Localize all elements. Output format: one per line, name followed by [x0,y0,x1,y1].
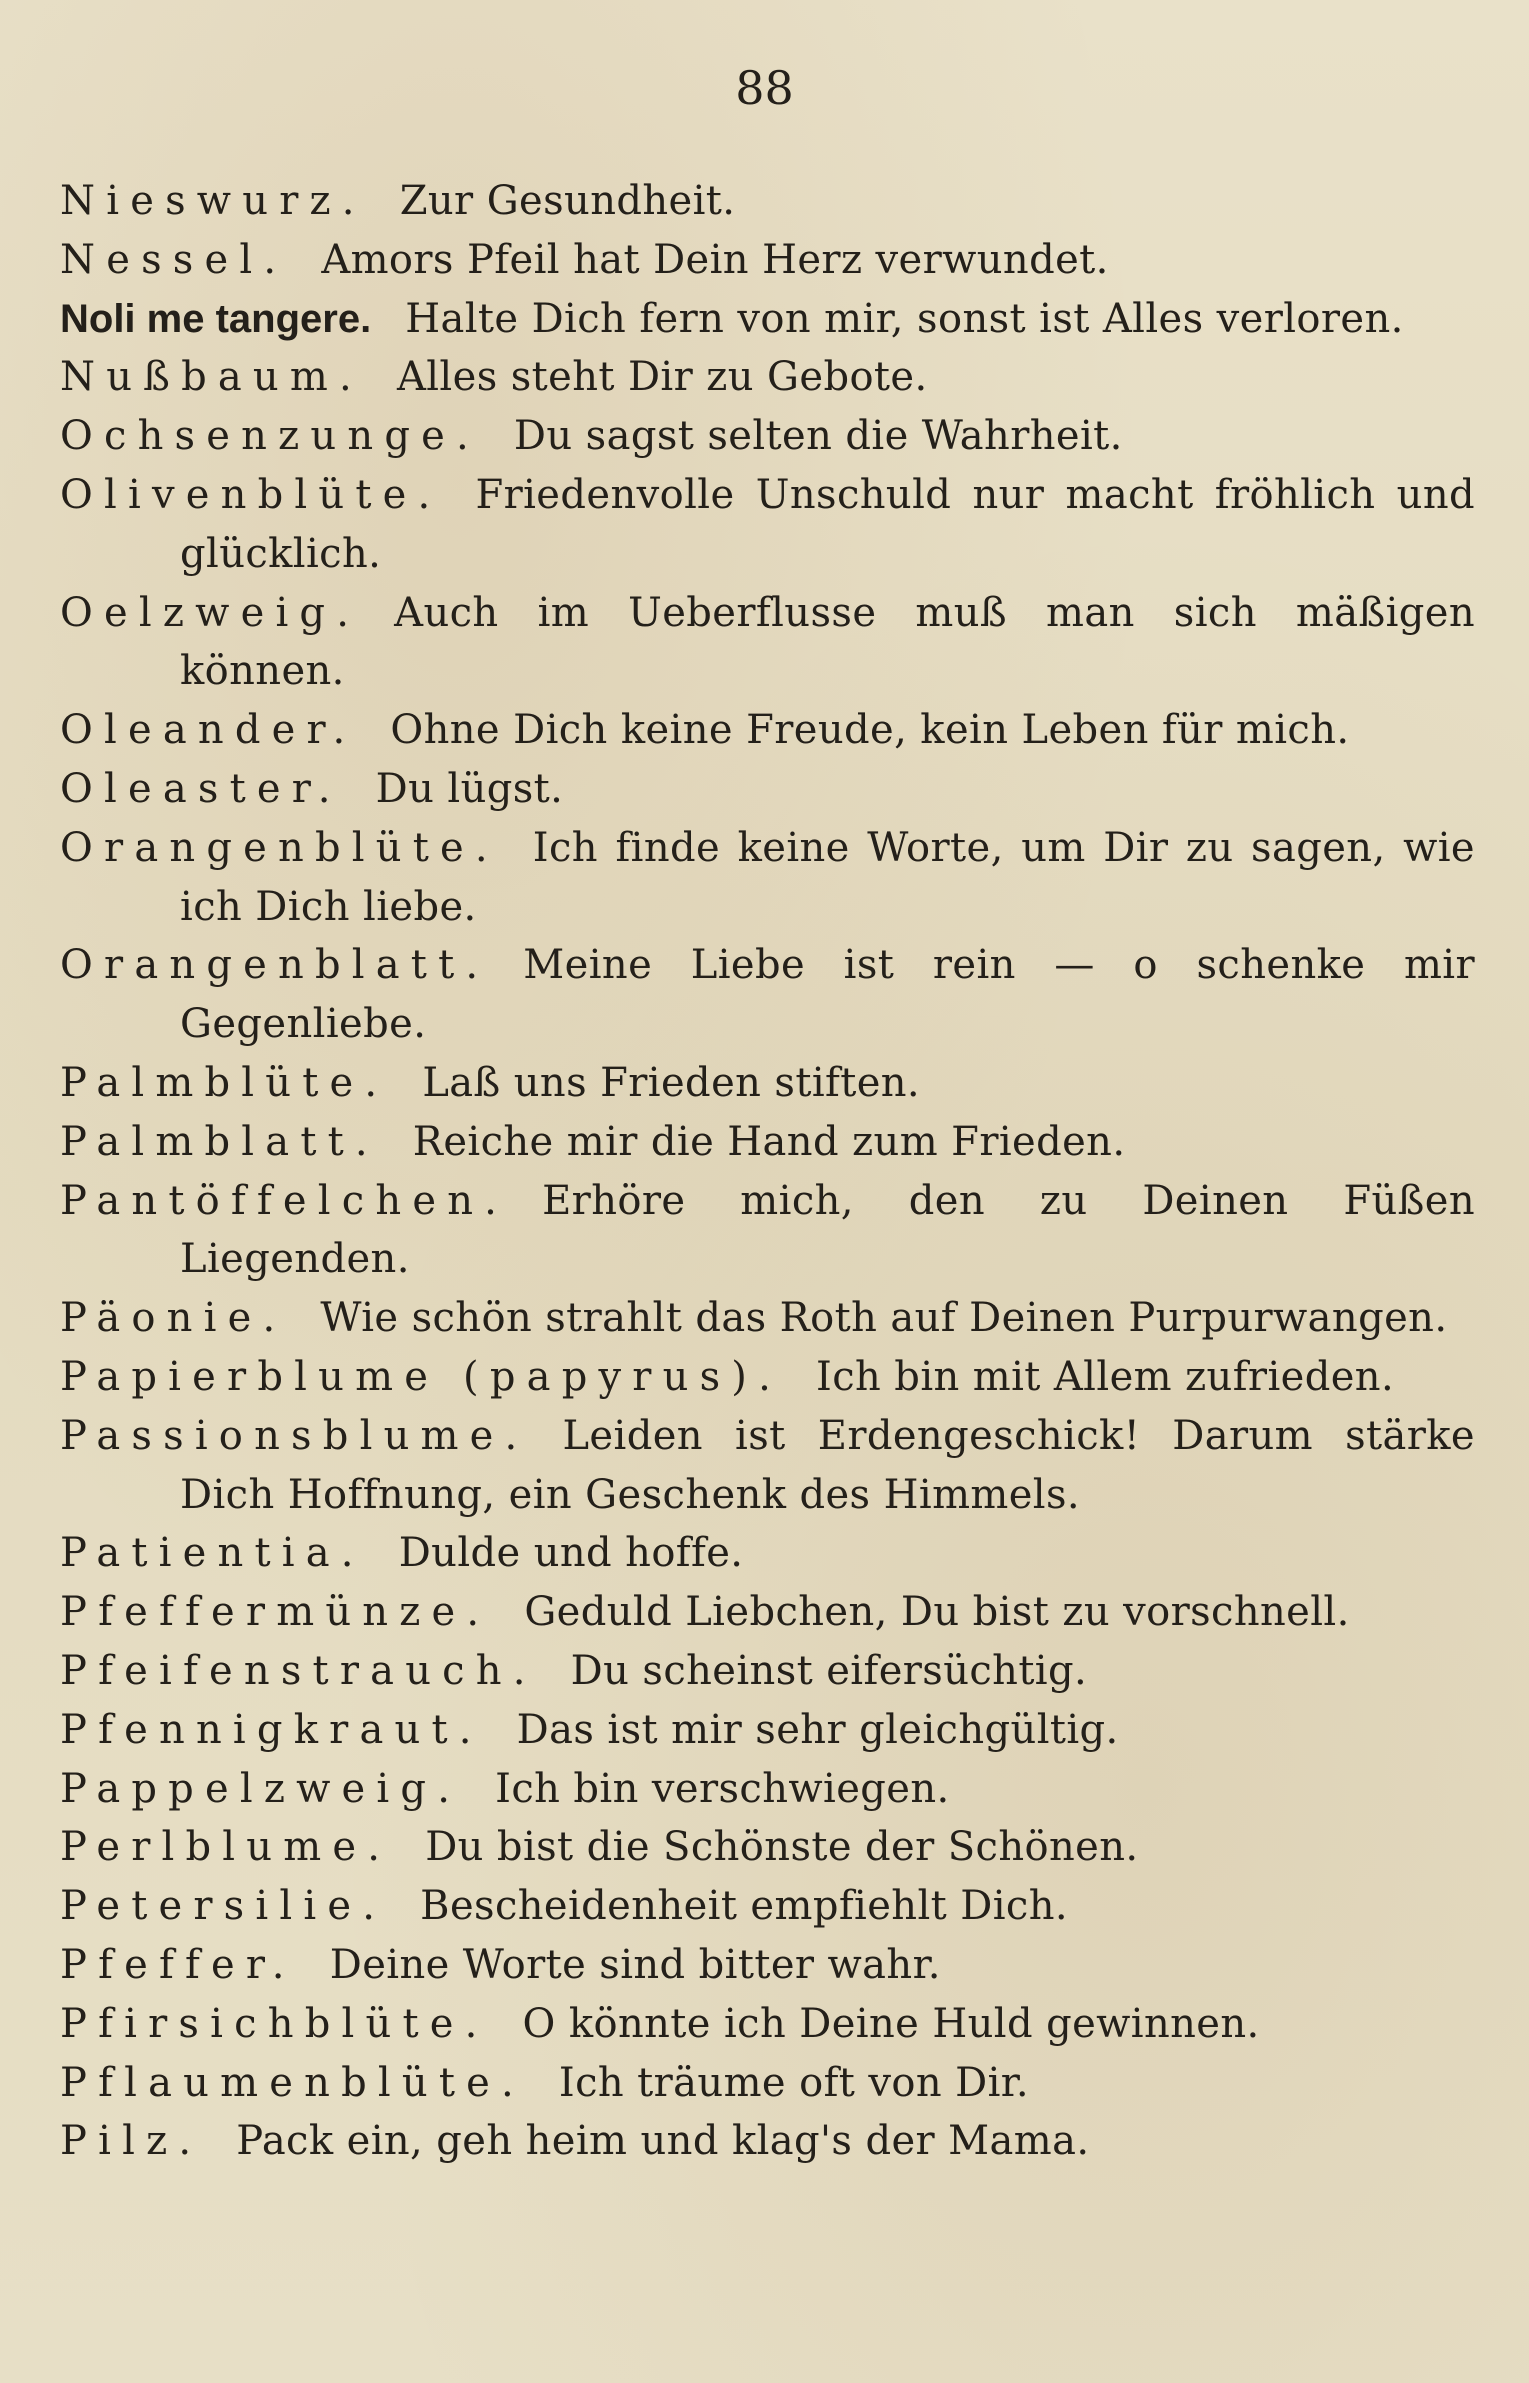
list-item [60,701,1475,760]
entry-meaning: Halte Dich fern von mir, sonst ist Alles verloren. [405,295,1404,342]
entry-meaning: Friedenvolle Unschuld nur macht fröhlich und glücklich. [180,471,1475,577]
entry-term: Petersilie. [60,1883,387,1930]
entry-term: Pfirsichblüte. [60,2000,489,2047]
entry-term: Pfeifenstrauch. [60,1647,537,1694]
entry-term: Perlblume. [60,1824,392,1871]
entry-meaning: Zur Gesundheit. [399,178,736,224]
entry-meaning: Du lügst. [375,765,564,812]
list-item [60,1760,1475,1819]
entry-meaning: Ich finde keine Worte, um Dir zu sagen, wie ich Dich liebe. [180,824,1475,930]
list-item [60,1113,1475,1172]
entry-meaning: Geduld Liebchen, Du bist zu vorschnell. [524,1589,1350,1636]
entry-meaning: Meine Liebe ist rein — o schenke mir Gegenliebe. [180,942,1475,1048]
entry-term: Noli me tangere. [60,296,372,341]
entry-term: Oelzweig. [60,589,361,636]
list-item [60,584,1475,702]
entry-term: Palmblüte. [60,1059,389,1106]
entry-meaning: Pack ein, geh heim und klag's der Mama. [236,2118,1090,2165]
list-item [60,1642,1475,1701]
entry-term: Pfennigkraut. [60,1706,483,1753]
list-item [60,1348,1475,1407]
list-item [60,1172,1475,1290]
entry-meaning: Alles steht Dir zu Gebote. [396,354,928,401]
entry-term: Pantöffelchen. [60,1177,509,1224]
entry-meaning: Amors Pfeil hat Dein Herz verwundet. [321,236,1109,283]
entry-term: Nußbaum. [60,354,363,401]
entry-term: Orangenblatt. [60,942,490,989]
entry-meaning: Ich bin verschwiegen. [495,1765,950,1812]
list-item [60,231,1475,290]
entry-meaning: Deine Worte sind bitter wahr. [329,1941,941,1988]
list-item [60,1995,1475,2054]
entry-term: Papierblume (papyrus). [60,1353,783,1400]
entry-meaning: Du bist die Schönste der Schönen. [425,1824,1139,1871]
entry-meaning: Ich bin mit Allem zufrieden. [816,1353,1395,1400]
list-item [60,760,1475,819]
entry-meaning: Wie schön strahlt das Roth auf Deinen Purpurwangen. [320,1295,1448,1342]
list-item [60,290,1475,349]
list-item [60,1701,1475,1760]
list-item [60,2054,1475,2113]
entry-meaning: Laß uns Frieden stiften. [422,1059,921,1106]
entry-term: Oleander. [60,707,357,754]
entry-term: Oleaster. [60,765,342,812]
entry-term: Pfeffermünze. [60,1589,491,1636]
list-item [60,1407,1475,1525]
entry-term: Ochsenzunge. [60,413,480,460]
entry-term: Patientia. [60,1530,365,1577]
entry-term: Orangenblüte. [60,824,499,871]
page-number: 88 [735,61,794,115]
entry-term: Pappelzweig. [60,1765,462,1812]
list-item [60,1583,1475,1642]
entry-list [60,172,1475,2171]
entry-meaning: Das ist mir sehr gleichgültig. [516,1706,1119,1753]
entry-meaning: Du sagst selten die Wahrheit. [513,413,1123,460]
entry-meaning: Du scheinst eifersüchtig. [570,1647,1088,1694]
entry-term: Pfeffer. [60,1941,296,1988]
list-item [60,1818,1475,1877]
list-item [60,1524,1475,1583]
list-item [60,1054,1475,1113]
entry-term: Passionsblume. [60,1412,529,1459]
list-item [60,2112,1475,2171]
list-item [60,348,1475,407]
list-item [60,172,1475,231]
list-item [60,466,1475,584]
list-item [60,1289,1475,1348]
list-item [60,1936,1475,1995]
entry-term: Olivenblüte. [60,471,442,518]
entry-meaning: Ohne Dich keine Freude, kein Leben für mich. [390,707,1350,754]
entry-term: Nieswurz. [60,178,366,224]
entry-term: Palmblatt. [60,1118,379,1165]
entry-term: Pilz. [60,2118,203,2165]
entry-meaning: O könnte ich Deine Huld gewinnen. [522,2000,1260,2047]
list-item [60,936,1475,1054]
entry-meaning: Auch im Ueberflusse muß man sich mäßigen können. [180,589,1475,695]
entry-meaning: Bescheidenheit empfiehlt Dich. [420,1883,1068,1930]
entry-meaning: Leiden ist Erdengeschick! Darum stärke Dich Hoffnung, ein Geschenk des Himmels. [180,1412,1475,1518]
entry-meaning: Reiche mir die Hand zum Frieden. [412,1118,1126,1165]
list-item [60,1877,1475,1936]
entry-meaning: Dulde und hoffe. [398,1530,744,1577]
entry-term: Päonie. [60,1295,287,1342]
entry-meaning: Erhöre mich, den zu Deinen Füßen Liegenden. [180,1177,1475,1283]
entry-term: Nessel. [60,236,288,283]
list-item [60,407,1475,466]
entry-meaning: Ich träume oft von Dir. [558,2059,1030,2106]
entry-term: Pflaumenblüte. [60,2059,525,2106]
list-item [60,819,1475,937]
